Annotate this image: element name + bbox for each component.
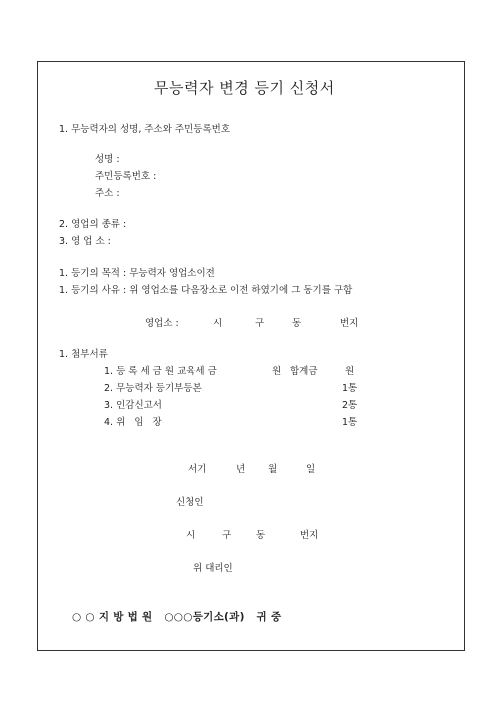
date-month: 월: [268, 464, 278, 475]
attachment-item-3-qty: 2통: [342, 400, 358, 411]
address-si: 시: [213, 318, 223, 329]
attachment-item-1: 1. 등 록 세 금 원 교육세 금: [104, 366, 217, 377]
applicant-gu: 구: [222, 530, 232, 541]
registration-reason: 1. 등기의 사유 : 위 영업소를 다음장소로 이전 하였기에 그 동기를 구함: [59, 285, 353, 296]
attachment-item-2-qty: 1통: [342, 383, 358, 394]
date-day: 일: [306, 464, 316, 475]
business-place-label: 3. 영 업 소 :: [59, 236, 111, 247]
rrn-label: 주민등록번호 :: [95, 171, 157, 182]
attachment-item-4-qty: 1통: [342, 417, 358, 428]
document-title: 무능력자 변경 등기 신청서: [154, 79, 335, 97]
attachment-item-2: 2. 무능력자 등기부등본: [104, 383, 202, 394]
applicant-label: 신청인: [176, 497, 204, 508]
name-label: 성명 :: [95, 154, 120, 165]
address-gu: 구: [255, 318, 265, 329]
registration-purpose: 1. 등기의 목적 : 무능력자 영업소이전: [59, 268, 215, 279]
attachments-heading: 1. 첨부서류: [59, 349, 108, 360]
business-place-address-label: 영업소 :: [145, 318, 179, 329]
applicant-si: 시: [186, 530, 196, 541]
address-label: 주소 :: [95, 188, 120, 199]
attachment-item-1-won: 원: [272, 366, 282, 377]
section-1-heading: 1. 무능력자의 성명, 주소와 주민등록번호: [59, 124, 230, 135]
attachment-item-1-qty: 원: [345, 366, 355, 377]
court-footer: ○ ○ 지 방 법 원 ○○○등기소(과) 귀 중: [72, 611, 282, 623]
attachment-item-1-total-label: 합계금: [290, 366, 318, 377]
date-prefix: 서기: [188, 464, 207, 475]
agent-label: 위 대리인: [193, 563, 233, 574]
business-type-label: 2. 영업의 종류 :: [59, 219, 127, 230]
date-year: 년: [236, 464, 246, 475]
applicant-beonji: 번지: [300, 530, 319, 541]
address-beonji: 번지: [340, 318, 359, 329]
attachment-item-4: 4. 위 임 장: [104, 417, 162, 428]
address-dong: 동: [292, 318, 302, 329]
applicant-dong: 동: [256, 530, 266, 541]
attachment-item-3: 3. 인감신고서: [104, 400, 162, 411]
